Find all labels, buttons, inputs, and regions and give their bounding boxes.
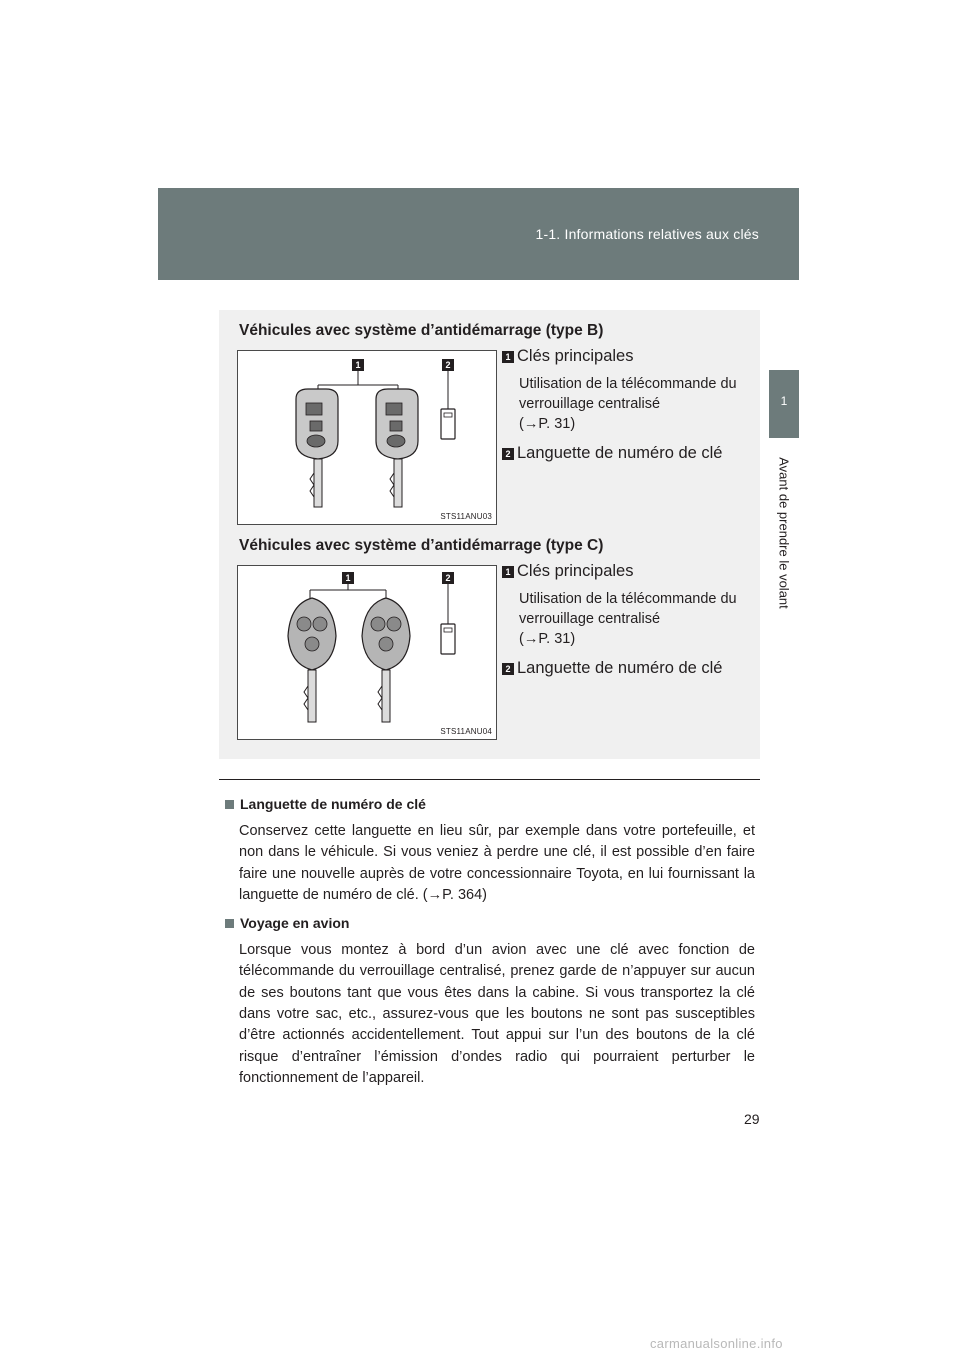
figure-callout-2: 2 <box>442 359 454 371</box>
figure-code: STS11ANU03 <box>440 512 492 521</box>
chapter-header <box>158 188 799 280</box>
chapter-title: 1-1. Informations relatives aux clés <box>535 226 759 242</box>
legend-item-label: Languette de numéro de clé <box>517 659 723 677</box>
legend-type-c <box>502 562 747 678</box>
watermark: carmanualsonline.info <box>650 1336 783 1351</box>
legend-item-main-keys <box>502 562 747 581</box>
chapter-tab <box>769 370 799 438</box>
legend-item-label: Clés principales <box>517 347 634 365</box>
legend-desc-text: Utilisation de la télécommande du verrouillage centralisé <box>519 376 737 412</box>
figure-keys-type-b <box>237 350 497 525</box>
main-key-left-icon <box>288 598 336 722</box>
legend-item-label: Clés principales <box>517 562 634 580</box>
note-heading-text: Voyage en avion <box>240 915 350 932</box>
section-title-type-c: Véhicules avec système d’antidémarrage (type C) <box>239 537 604 554</box>
figure-code: STS11ANU04 <box>440 727 492 736</box>
notes-section <box>225 796 755 1098</box>
main-key-right-icon <box>362 598 410 722</box>
legend-desc-ref: (→P. 31) <box>519 631 576 647</box>
keys-type-c-illustration <box>238 566 496 739</box>
note-body: Lorsque vous montez à bord d’un avion avec une clé avec fonction de télécommande du verrouillage centralisé, prenez garde de n’appuyer sur aucun de ses boutons tant que vous êtes dans la cabine. Si vous transportez la clé dans votre sac, etc., assurez-vous que les boutons ne sont pas susceptibles d’être actionnés accidentellement. Tout appui sur l’un des boutons de la clé risque d’entraîner l’émission d’ondes radio qui pourraient perturber le fonctionnement de l’appareil. <box>239 942 755 1086</box>
legend-callout-2: 2 <box>502 448 514 460</box>
section-divider <box>219 779 760 780</box>
legend-callout-1: 1 <box>502 351 514 363</box>
figure-callout-1: 1 <box>352 359 364 371</box>
page-number: 29 <box>744 1111 760 1127</box>
legend-callout-2: 2 <box>502 663 514 675</box>
main-key-left-icon <box>296 389 338 507</box>
key-number-tag-icon <box>441 409 455 439</box>
chapter-side-label: Avant de prendre le volant <box>776 457 792 609</box>
note-heading <box>225 796 755 812</box>
legend-callout-1: 1 <box>502 566 514 578</box>
main-key-right-icon <box>376 389 418 507</box>
note-body: Conservez cette languette en lieu sûr, par exemple dans votre portefeuille, et non dans le véhicule. Si vous veniez à perdre une clé, il est possible d’en faire faire une nouvelle auprès de votre concessionnaire Toyota, en lui fournissant la languette de numéro de clé. (→P. 364) <box>239 823 755 903</box>
section-title-type-b: Véhicules avec système d’antidémarrage (type B) <box>239 322 604 339</box>
legend-item-description <box>502 374 747 434</box>
figure-keys-type-c <box>237 565 497 740</box>
legend-desc-text: Utilisation de la télécommande du verrouillage centralisé <box>519 591 737 627</box>
key-info-panel <box>219 310 760 759</box>
figure-callout-2: 2 <box>442 572 454 584</box>
key-number-tag-icon <box>441 624 455 654</box>
legend-type-b <box>502 347 747 463</box>
square-bullet-icon <box>225 800 234 809</box>
legend-desc-ref: (→P. 31) <box>519 416 576 432</box>
legend-item-description <box>502 589 747 649</box>
note-heading-text: Languette de numéro de clé <box>240 796 426 812</box>
chapter-tab-number: 1 <box>780 394 788 408</box>
legend-item-key-tag <box>502 659 747 678</box>
legend-item-label: Languette de numéro de clé <box>517 444 723 462</box>
legend-item-main-keys <box>502 347 747 366</box>
note-heading <box>225 915 755 931</box>
keys-type-b-illustration <box>238 351 496 524</box>
square-bullet-icon <box>225 919 234 928</box>
figure-callout-1: 1 <box>342 572 354 584</box>
legend-item-key-tag <box>502 444 747 463</box>
